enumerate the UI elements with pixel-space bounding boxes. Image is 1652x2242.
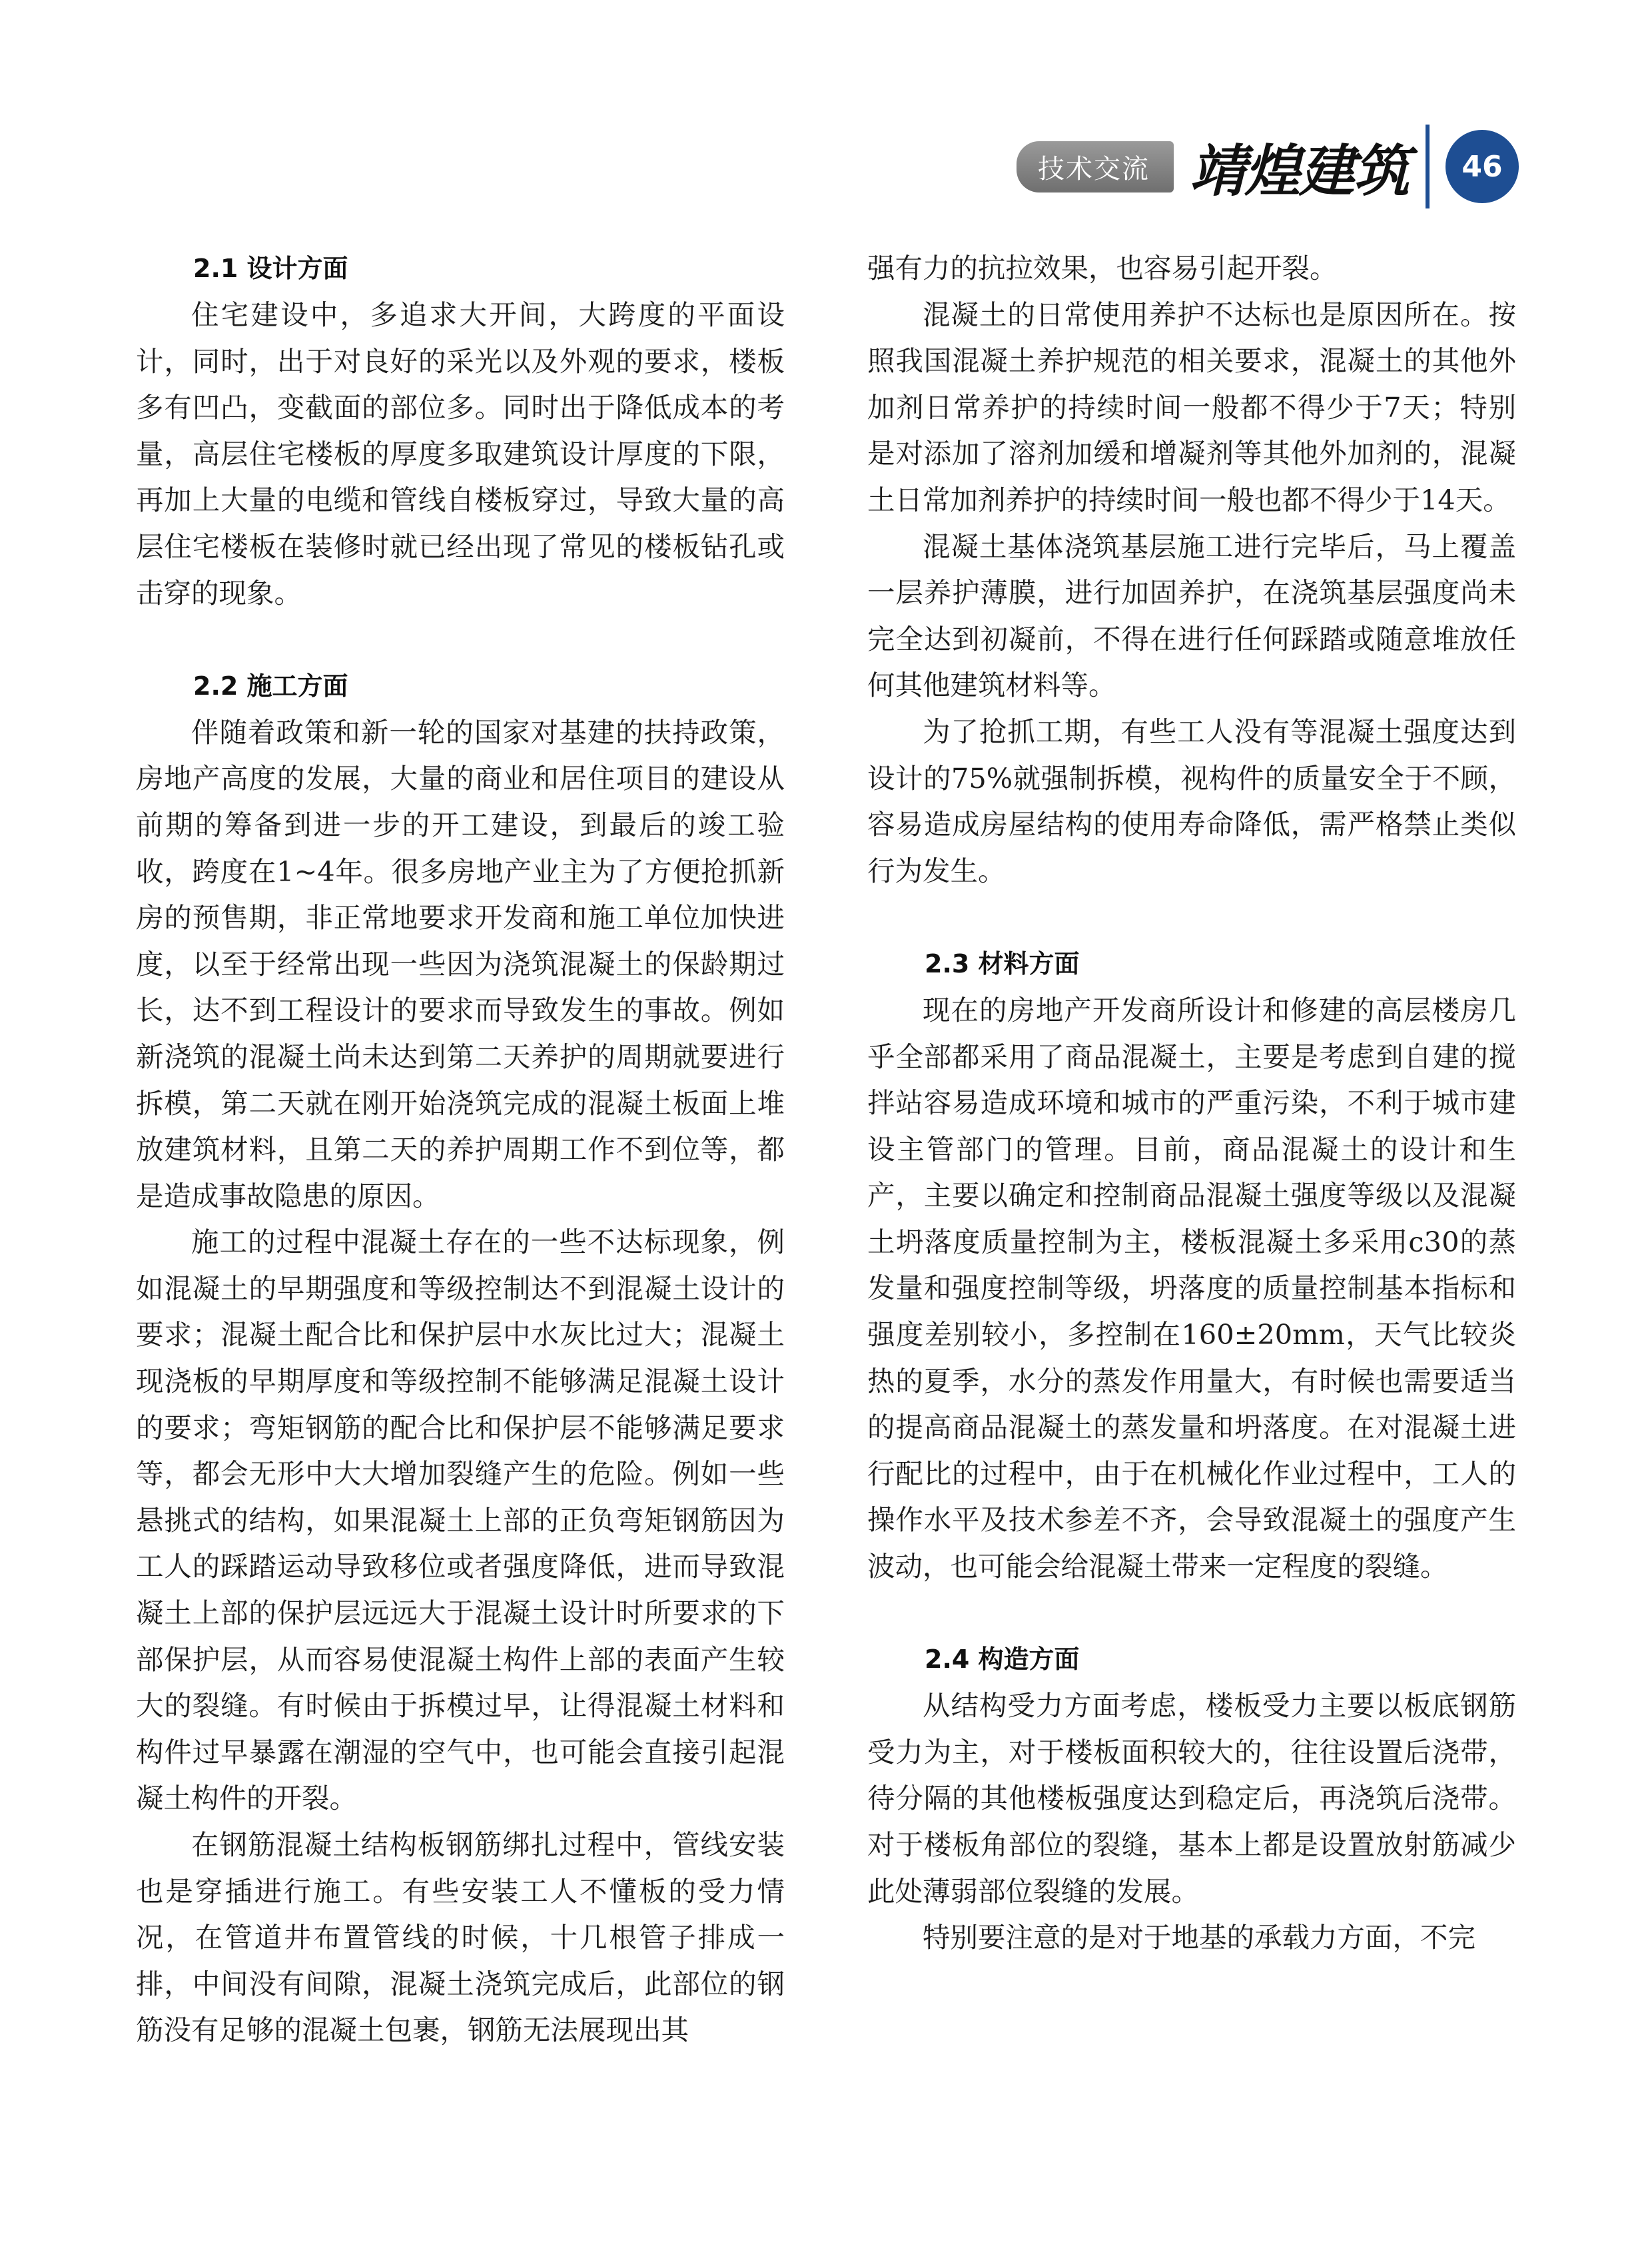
section-heading-2-3: 2.3 材料方面 [925,948,1080,978]
section-heading-2-2: 2.2 施工方面 [193,671,348,701]
paragraph: 为了抢抓工期，有些工人没有等混凝土强度达到设计的75%就强制拆模，视构件的质量安全于不顾，容易造成房屋结构的使用寿命降低，需严格禁止类似行为发生。 [867,715,1516,887]
header-divider [1426,125,1430,208]
paragraph: 在钢筋混凝土结构板钢筋绑扎过程中，管线安装也是穿插进行施工。有些安装工人不懂板的受力情况，在管道井布置管线的时候，十几根管子排成一排，中间没有间隙，混凝土浇筑完成后，此部位的钢筋没有足够的混凝土包裹，钢筋无法展现出其 [136,1828,785,2047]
journal-logo: 靖煌建筑 [1189,137,1408,204]
page-header [1017,123,1519,210]
paragraph: 特别要注意的是对于地基的承载力方面，不完 [923,1921,1476,1954]
paragraph: 住宅建设中，多追求大开间，大跨度的平面设计，同时，出于对良好的采光以及外观的要求，楼板多有凹凸，变截面的部位多。同时出于降低成本的考量，高层住宅楼板的厚度多取建筑设计厚度的下限，再加上大量的电缆和管线自楼板穿过，导致大量的高层住宅楼板在装修时就已经出现了常见的楼板钻孔或击穿的现象。 [136,298,785,609]
paragraph: 从结构受力方面考虑，楼板受力主要以板底钢筋受力为主，对于楼板面积较大的，往往设置后浇带，待分隔的其他楼板强度达到稳定后，再浇筑后浇带。对于楼板角部位的裂缝，基本上都是设置放射筋减少此处薄弱部位裂缝的发展。 [867,1689,1516,1908]
left-column [136,245,785,2054]
paragraph: 施工的过程中混凝土存在的一些不达标现象，例如混凝土的早期强度和等级控制达不到混凝土设计的要求；混凝土配合比和保护层中水灰比过大；混凝土现浇板的早期厚度和等级控制不能够满足混凝土设计的要求；弯矩钢筋的配合比和保护层不能够满足要求等，都会无形中大大增加裂缝产生的危险。例如一些悬挑式的结构，如果混凝土上部的正负弯矩钢筋因为工人的踩踏运动导致移位或者强度降低，进而导致混凝土上部的保护层远远大于混凝土设计时所要求的下部保护层，从而容易使混凝土构件上部的表面产生较大的裂缝。有时候由于拆模过早，让得混凝土材料和构件过早暴露在潮湿的空气中，也可能会直接引起混凝土构件的开裂。 [136,1226,785,1815]
paragraph: 伴随着政策和新一轮的国家对基建的扶持政策，房地产高度的发展，大量的商业和居住项目的建设从前期的筹备到进一步的开工建设，到最后的竣工验收，跨度在1~4年。很多房地产业主为了方便抢抓新房的预售期，非正常地要求开发商和施工单位加快进度，以至于经常出现一些因为浇筑混凝土的保龄期过长，达不到工程设计的要求而导致发生的事故。例如新浇筑的混凝土尚未达到第二天养护的周期就要进行拆模，第二天就在刚开始浇筑完成的混凝土板面上堆放建筑材料，且第二天的养护周期工作不到位等，都是造成事故隐患的原因。 [136,715,785,1212]
paragraph: 混凝土的日常使用养护不达标也是原因所在。按照我国混凝土养护规范的相关要求，混凝土的其他外加剂日常养护的持续时间一般都不得少于7天；特别是对添加了溶剂加缓和增凝剂等其他外加剂的，混凝土日常加剂养护的持续时间一般也都不得少于14天。 [867,298,1516,516]
section-heading-2-1: 2.1 设计方面 [193,254,348,283]
paragraph-continuation: 强有力的抗拉效果，也容易引起开裂。 [867,252,1338,284]
right-column [867,245,1516,1961]
paragraph: 现在的房地产开发商所设计和修建的高层楼房几乎全部都采用了商品混凝土，主要是考虑到自建的搅拌站容易造成环境和城市的严重污染，不利于城市建设主管部门的管理。目前，商品混凝土的设计和生产，主要以确定和控制商品混凝土强度等级以及混凝土坍落度质量控制为主，楼板混凝土多采用c30的蒸发量和强度控制等级，坍落度的质量控制基本指标和强度差别较小，多控制在160±20mm，天气比较炎热的夏季，水分的蒸发作用量大，有时候也需要适当的提高商品混凝土的蒸发量和坍落度。在对混凝土进行配比的过程中，由于在机械化作业过程中，工人的操作水平及技术参差不齐，会导致混凝土的强度产生波动，也可能会给混凝土带来一定程度的裂缝。 [867,993,1516,1583]
section-tag: 技术交流 [1017,141,1174,192]
paragraph: 混凝土基体浇筑基层施工进行完毕后，马上覆盖一层养护薄膜，进行加固养护，在浇筑基层强度尚未完全达到初凝前，不得在进行任何踩踏或随意堆放任何其他建筑材料等。 [867,530,1516,702]
section-heading-2-4: 2.4 构造方面 [925,1645,1080,1675]
page-number: 46 [1446,130,1519,203]
